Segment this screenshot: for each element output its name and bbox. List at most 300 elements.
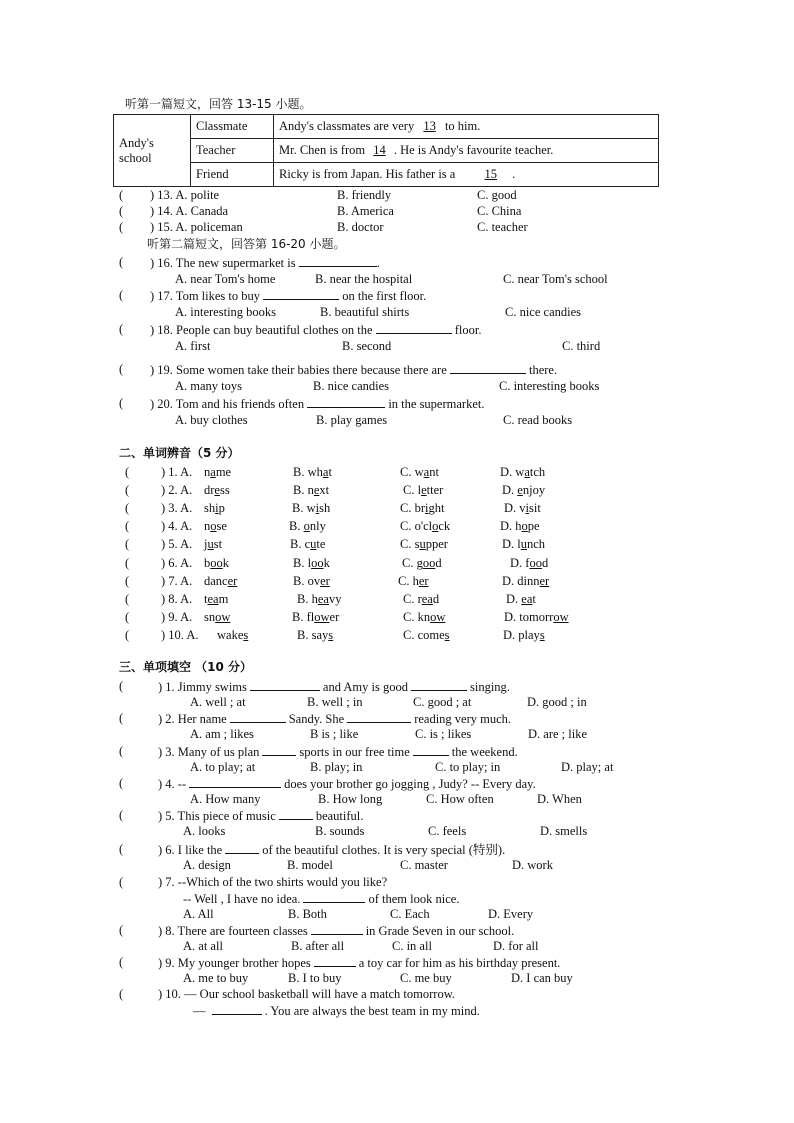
answer-blank[interactable] [376,322,452,334]
paren: ( [125,610,130,624]
phonics-option-c[interactable] [403,610,445,625]
phonics-question-1[interactable]: ) 1. A. [161,465,193,479]
mcq-option-d[interactable]: D. good ; in [527,695,587,709]
mcq-option-b[interactable]: B is ; like [310,727,359,741]
word-part: B. h [297,592,318,606]
question-text: -- Well , I have no idea. [183,892,301,906]
paren: ( [125,556,130,570]
phonics-option-c[interactable] [400,537,448,552]
question-text: ) 20. Tom and his friends often [150,397,305,411]
mcq-question-9[interactable] [158,955,560,971]
answer-blank[interactable] [262,744,296,756]
phonics-question-10[interactable]: ) 10. A. [161,628,199,642]
option-c[interactable]: C. read books [503,413,573,427]
option-c[interactable]: C. nice candies [505,305,582,319]
mcq-question-10[interactable] [158,987,455,1002]
answer-blank[interactable] [230,711,286,723]
option-b[interactable]: B. second [342,339,392,353]
word-part: B. wh [293,465,323,479]
word-part: sn [204,610,216,624]
phonics-question-3[interactable]: ) 3. A. [161,501,193,515]
part1-intro: 听第一篇短文，回答 13-15 小题。 [125,97,312,111]
mcq-option-d[interactable]: D. play; at [561,760,614,774]
word-part: d [541,556,549,570]
mcq-question-7[interactable] [158,875,387,890]
word-part: C. l [403,483,422,497]
mcq-option-b[interactable]: B. model [287,858,333,872]
phonics-option-a[interactable] [204,465,231,480]
word-part: C. w [400,465,424,479]
word-part: B. c [290,537,311,551]
paren: ( [119,955,124,969]
phonics-option-a[interactable] [204,574,237,589]
question-text: there. [529,363,558,377]
underlined-letters: oo [210,556,223,570]
phonics-option-a[interactable] [217,628,248,643]
phonics-option-a[interactable] [204,501,225,516]
phonics-option-b[interactable] [292,610,339,625]
phonics-question-6[interactable]: ) 6. A. [161,556,193,570]
question-text: ) 6. I like the [158,843,223,857]
word-part: C. br [400,501,425,515]
phonics-option-a[interactable] [204,483,230,498]
phonics-option-b[interactable] [292,501,330,516]
word-part: C. kn [403,610,431,624]
phonics-option-c[interactable] [402,556,442,571]
word-part: n [204,465,211,479]
word-part: B. l [293,556,312,570]
answer-blank[interactable] [225,842,259,854]
underlined-letters: i [315,501,320,515]
option-a[interactable]: A. first [175,339,211,353]
underlined-letters: a [524,465,530,479]
answer-blank[interactable] [307,396,385,408]
underlined-letters: ow [314,610,330,624]
mcq-option-d[interactable]: D. for all [493,939,539,953]
question-text: of them look nice. [368,892,460,906]
word-part: C. o'cl [400,519,433,533]
word-part: B. say [297,628,329,642]
paren: ( [119,188,124,202]
paren: ( [119,776,124,790]
question-text: . You are always the best team in my mind. [264,1004,480,1018]
option-a[interactable]: A. interesting books [175,305,277,319]
underlined-letters: e [214,483,220,497]
mcq-option-a[interactable]: A. All [183,907,214,921]
phonics-option-c[interactable] [400,501,444,516]
word-part: D. v [504,501,526,515]
answer-blank[interactable] [411,679,467,691]
mcq-option-c[interactable]: C. in all [392,939,432,953]
phonics-option-b[interactable] [293,465,332,480]
underlined-letters: u [419,537,426,551]
phonics-option-c[interactable] [403,483,443,498]
paren: ( [119,987,124,1001]
paren: ( [119,255,124,269]
phonics-option-a[interactable] [204,519,227,534]
phonics-option-d[interactable] [504,610,569,625]
answer-blank[interactable] [279,808,313,820]
answer-blank[interactable] [311,923,363,935]
mcq-option-c[interactable]: C. Each [390,907,430,921]
question-text: singing. [469,680,510,694]
phonics-option-d[interactable] [502,483,545,498]
table-text: Andy's classmates are very [279,119,415,133]
table-row-header: Andy's school [114,115,191,187]
option-b[interactable]: B. play games [316,413,388,427]
option-c[interactable]: C. China [477,204,522,218]
word-part: b [204,556,211,570]
underlined-letters: u [310,537,317,551]
mcq-question-6[interactable] [158,842,505,858]
section3-title: 三、单项填空 （10 分） [119,660,253,674]
answer-blank-13[interactable]: 13 [423,119,436,133]
paren: ( [119,923,124,937]
answer-blank-15[interactable]: 15 [484,167,497,181]
option-c[interactable]: C. near Tom's school [503,272,608,286]
paren: ( [125,592,130,606]
answer-blank[interactable] [263,288,339,300]
answer-blank[interactable] [299,255,377,267]
paren: ( [119,220,124,234]
mcq-question-2[interactable] [158,711,511,727]
underlined-letters: ea [421,592,433,606]
table-label-teacher: Teacher [191,139,274,163]
paren: ( [119,808,124,822]
mcq-question-10-line2 [193,1003,480,1019]
mcq-option-b[interactable]: B. after all [291,939,345,953]
mcq-option-b[interactable]: B. I to buy [288,971,342,985]
option-a[interactable]: A. many toys [175,379,243,393]
mcq-option-d[interactable]: D. Every [488,907,534,921]
question-20[interactable] [150,396,484,412]
mcq-option-d[interactable]: D. I can buy [511,971,573,985]
underlined-letters: i [215,501,219,515]
question-14[interactable]: ) 14. A. Canada [150,204,229,218]
underlined-letters: a [423,465,430,479]
underlined-letters: er [418,574,429,588]
question-text: -- Every day. [470,777,536,791]
word-part: te [316,537,326,551]
phonics-option-b[interactable] [293,574,330,589]
word-part: p [218,501,225,515]
paren: ( [119,744,124,758]
word-part: sh [204,501,216,515]
underlined-letters: i [525,501,530,515]
mcq-option-b[interactable]: B. sounds [315,824,365,838]
phonics-option-d[interactable] [503,628,545,643]
answer-blank[interactable] [303,891,365,903]
phonics-question-2[interactable]: ) 2. A. [161,483,193,497]
mcq-option-a[interactable]: A. well ; at [190,695,246,709]
phonics-option-a[interactable] [204,610,230,625]
underlined-letters: e [517,483,523,497]
question-text: beautiful. [315,809,364,823]
word-part: C. r [403,592,422,606]
underlined-letters: o [432,519,439,533]
word-part: dr [204,483,215,497]
question-text: ) 10. — Our school basketball will have a match tomorrow. [158,987,456,1001]
mcq-question-5[interactable] [158,808,363,824]
underlined-letters: ea [207,592,219,606]
word-part: pper [425,537,448,551]
question-18[interactable] [150,322,482,338]
mcq-option-c[interactable]: C. me buy [400,971,452,985]
answer-blank[interactable] [250,679,320,691]
word-part: k [323,556,330,570]
underlined-letters: er [320,574,330,588]
option-b[interactable]: B. America [337,204,394,218]
question-19[interactable] [150,362,557,378]
paren: ( [119,875,124,889]
phonics-option-b[interactable] [297,628,333,643]
question-text: ) 18. People can buy beautiful clothes on the [150,323,373,337]
mcq-option-b[interactable]: B. Both [288,907,327,921]
option-c[interactable]: C. third [562,339,601,353]
paren: ( [125,501,130,515]
question-text: ) 4. -- [158,777,187,791]
word-part: k [222,556,229,570]
word-part: D. w [500,465,525,479]
option-c[interactable]: C. interesting books [499,379,600,393]
option-a[interactable]: A. buy clothes [175,413,248,427]
mcq-option-a[interactable]: A. to play; at [190,760,256,774]
word-part: B. fl [292,610,315,624]
question-text: in Grade Seven in our school. [365,924,515,938]
word-part: se [216,519,227,533]
paren: ( [125,537,130,551]
option-a[interactable]: A. near Tom's home [175,272,276,286]
phonics-question-8[interactable]: ) 8. A. [161,592,193,606]
mcq-option-b[interactable]: B. well ; in [307,695,363,709]
question-text: on the first floor. [342,289,427,303]
word-part: d [432,592,440,606]
question-15[interactable]: ) 15. A. policeman [150,220,243,234]
answer-blank-14[interactable]: 14 [373,143,386,157]
mcq-option-a[interactable]: A. design [183,858,231,872]
mcq-option-d[interactable]: D. smells [540,824,588,838]
mcq-option-b[interactable]: B. play; in [310,760,363,774]
phonics-option-a[interactable] [204,537,222,552]
option-b[interactable]: B. doctor [337,220,384,234]
underlined-letters: u [207,537,214,551]
mcq-option-a[interactable]: A. How many [190,792,261,806]
underlined-letters: u [520,537,527,551]
word-part: wake [217,628,244,642]
word-part: tch [529,465,546,479]
underlined-letters: oo [529,556,542,570]
phonics-option-d[interactable] [504,501,541,516]
phonics-option-b[interactable] [293,556,330,571]
question-text: ) 9. My younger brother hopes [158,956,311,970]
answer-blank[interactable] [413,744,449,756]
option-b[interactable]: B. near the hospital [315,272,413,286]
question-text: ) 7. --Which of the two shirts would you like? [158,875,388,889]
underlined-letters: a [210,465,216,479]
question-17[interactable] [150,288,426,304]
phonics-option-b[interactable] [290,537,325,552]
mcq-option-d[interactable]: D. are ; like [528,727,588,741]
part2-intro: 听第二篇短文，回答第 16-20 小题。 [147,237,346,251]
paren: ( [119,711,124,725]
phonics-question-4[interactable]: ) 4. A. [161,519,193,533]
underlined-letters: e [421,483,427,497]
question-text: ) 1. Jimmy swims [158,680,247,694]
phonics-question-5[interactable]: ) 5. A. [161,537,193,551]
question-text: of the beautiful clothes. It is very special (特别). [262,843,506,857]
question-text: ) 2. Her name [158,712,227,726]
mcq-option-d[interactable]: D. When [537,792,582,806]
option-b[interactable]: B. nice candies [313,379,390,393]
phonics-option-d[interactable] [502,537,545,552]
phonics-option-d[interactable] [500,519,540,534]
underlined-letters: e [313,483,320,497]
question-text: ) 17. Tom likes to buy [150,289,261,303]
table-label-classmate: Classmate [191,115,274,139]
phonics-option-c[interactable] [403,592,439,607]
word-part: njoy [522,483,546,497]
question-text: ) 8. There are fourteen classes [158,924,308,938]
word-part: D. [502,483,518,497]
underlined-letters: o [303,519,310,533]
answer-blank[interactable] [347,711,411,723]
mcq-option-a[interactable]: A. at all [183,939,223,953]
question-16[interactable] [150,255,380,271]
table-text: to him. [444,119,481,133]
paren: ( [119,288,124,302]
mcq-option-a[interactable]: A. am ; likes [190,727,254,741]
word-part: me [215,465,232,479]
question-13[interactable]: ) 13. A. polite [150,188,220,202]
mcq-question-7-line2 [183,891,459,907]
word-part: B. w [292,501,316,515]
word-part: D. tomorr [504,610,554,624]
table-text: Mr. Chen is from [279,143,366,157]
underlined-letters: i [425,501,429,515]
underlined-letters: er [227,574,238,588]
word-part: B. ov [293,574,321,588]
word-part: D. [506,592,522,606]
question-text: — [193,1004,206,1018]
phonics-option-d[interactable] [510,556,548,571]
mcq-option-c[interactable]: C. to play; in [435,760,501,774]
underlined-letters: ow [553,610,569,624]
paren: ( [125,465,130,479]
underlined-letters: s [444,628,450,642]
word-part: C. come [403,628,445,642]
listening-table [113,114,659,187]
mcq-question-3[interactable] [158,744,518,760]
option-c[interactable]: C. good [477,188,517,202]
mcq-option-c[interactable]: C. feels [428,824,467,838]
mcq-question-1[interactable] [158,679,510,695]
mcq-question-4[interactable] [158,776,536,792]
question-text: sports in our free time [299,745,410,759]
underlined-letters: o [210,519,217,533]
mcq-option-c[interactable]: C. good ; at [413,695,472,709]
option-b[interactable]: B. friendly [337,188,392,202]
answer-blank[interactable] [314,955,356,967]
underlined-letters: oo [422,556,436,570]
paren: ( [119,204,124,218]
mcq-option-c[interactable]: C. How often [426,792,494,806]
phonics-question-7[interactable]: ) 7. A. [161,574,193,588]
paren: ( [119,842,124,856]
word-part: C. g [402,556,423,570]
table-label-friend: Friend [191,163,274,187]
underlined-letters: ea [521,592,533,606]
mcq-option-c[interactable]: C. master [400,858,448,872]
phonics-option-c[interactable] [398,574,429,589]
phonics-option-d[interactable] [502,574,549,589]
option-b[interactable]: B. beautiful shirts [320,305,410,319]
phonics-option-c[interactable] [400,465,439,480]
mcq-question-8[interactable] [158,923,514,939]
answer-blank[interactable] [450,362,526,374]
word-part: j [204,537,208,551]
phonics-question-9[interactable]: ) 9. A. [161,610,193,624]
word-part: ck [438,519,451,533]
question-text: reading very much. [414,712,512,726]
section2-title: 二、单词辨音（5 分） [119,446,240,460]
word-part: D. h [500,519,522,533]
paren: ( [125,483,130,497]
phonics-option-b[interactable] [293,483,329,498]
paren: ( [125,574,130,588]
paren: ( [119,396,124,410]
word-part: D. f [510,556,530,570]
word-part: st [213,537,223,551]
word-part: sh [319,501,331,515]
mcq-option-a[interactable]: A. looks [183,824,226,838]
mcq-option-a[interactable]: A. me to buy [183,971,249,985]
phonics-option-c[interactable] [400,519,450,534]
phonics-option-d[interactable] [506,592,536,607]
word-part: xt [319,483,330,497]
word-part: C. h [398,574,419,588]
phonics-option-c[interactable] [403,628,450,643]
question-text: ) 16. The new supermarket is [150,256,296,270]
question-text: ) 5. This piece of music [158,809,276,823]
word-part: ght [428,501,445,515]
word-part: C. s [400,537,420,551]
phonics-option-d[interactable] [500,465,545,480]
word-part: n [204,519,211,533]
mcq-option-c[interactable]: C. is ; likes [415,727,472,741]
mcq-option-b[interactable]: B. How long [318,792,383,806]
word-part: vy [328,592,342,606]
question-text: Sandy. She [288,712,345,726]
question-text: does your brother go jogging , Judy? [284,777,468,791]
word-part: m [218,592,229,606]
paren: ( [125,628,130,642]
option-c[interactable]: C. teacher [477,220,528,234]
underlined-letters: er [539,574,550,588]
phonics-option-b[interactable] [289,519,326,534]
word-part: er [329,610,340,624]
answer-blank[interactable] [212,1003,262,1015]
underlined-letters: ea [317,592,329,606]
word-part: danc [204,574,228,588]
table-text: . [512,167,516,181]
phonics-option-a[interactable] [204,592,228,607]
answer-blank[interactable] [189,776,281,788]
phonics-option-a[interactable] [204,556,229,571]
phonics-option-b[interactable] [297,592,341,607]
word-part: B. [289,519,304,533]
mcq-option-d[interactable]: D. work [512,858,553,872]
word-part: D. dinn [502,574,540,588]
